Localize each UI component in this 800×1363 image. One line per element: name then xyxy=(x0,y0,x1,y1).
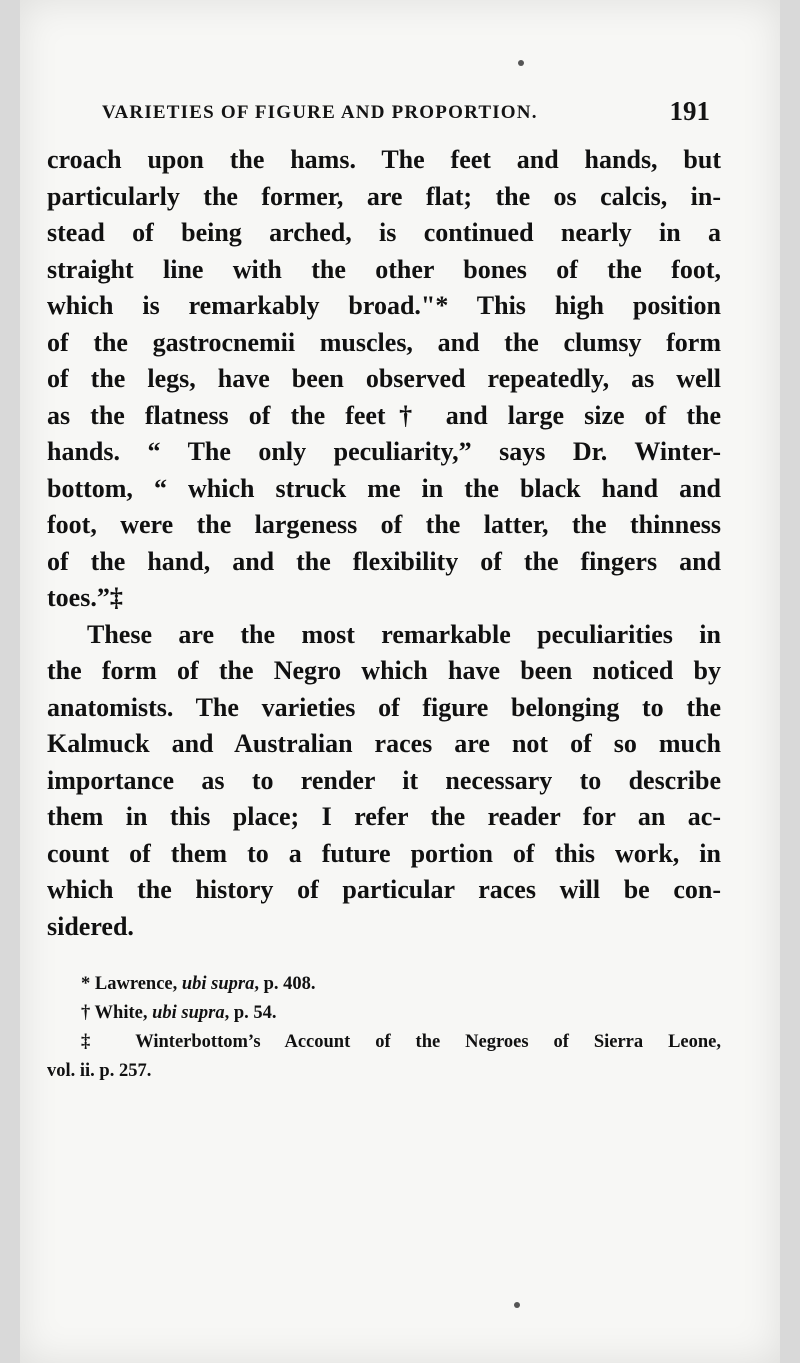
footnote xyxy=(47,970,721,999)
text-line: them in this place; I refer the reader for an ac- xyxy=(47,802,721,831)
footnote-text: vol. ii. p. 257. xyxy=(47,1061,152,1081)
text-line: which is remarkably broad."* This high position xyxy=(47,291,721,320)
text-line: stead of being arched, is continued nearly in a xyxy=(47,218,721,247)
text-line: anatomists. The varieties of figure belonging to the xyxy=(47,692,721,722)
book-page xyxy=(20,0,780,1363)
text-line: straight line with the other bones of the foot, xyxy=(47,254,721,284)
ink-speck xyxy=(514,1302,520,1308)
text-line: particularly the former, are flat; the os calcis, in- xyxy=(47,181,721,211)
footnote-italic: ubi supra xyxy=(152,1003,225,1023)
text-line: count of them to a future portion of this work, in xyxy=(47,838,721,868)
text-line: toes.”‡ xyxy=(47,583,123,612)
ink-speck xyxy=(518,60,524,66)
text-line: of the gastrocnemii muscles, and the clumsy form xyxy=(47,327,721,357)
text-line: the form of the Negro which have been noticed by xyxy=(47,656,721,685)
text-line: as the flatness of the feet† and large size of the xyxy=(47,400,721,430)
text-line: bottom, “ which struck me in the black hand and xyxy=(47,473,721,503)
footnote-italic: ubi supra xyxy=(181,974,255,994)
footnote-text: , p. 54. xyxy=(224,1003,277,1023)
text-line: importance as to render it necessary to describe xyxy=(47,765,721,795)
footnote xyxy=(47,999,721,1028)
text-line: sidered. xyxy=(47,911,134,941)
footnote-text: , p. 408. xyxy=(254,974,316,994)
footnote-mark: ‡ xyxy=(81,1032,136,1052)
text-line: which the history of particular races will be con- xyxy=(47,875,721,904)
text-line: These are the most remarkable peculiarities in xyxy=(87,619,721,649)
text-line: foot, were the largeness of the latter, the thinness xyxy=(47,510,721,539)
footnote-text: Lawrence, xyxy=(94,974,182,994)
text-line: of the legs, have been observed repeatedly, as well xyxy=(47,364,721,393)
text-line: croach upon the hams. The feet and hands, but xyxy=(47,145,721,174)
footnote xyxy=(47,1028,721,1057)
text-line: hands. “ The only peculiarity,” says Dr. Winter- xyxy=(47,437,721,466)
running-head xyxy=(102,96,710,128)
text-line: of the hand, and the flexibility of the fingers and xyxy=(47,546,721,576)
text-line: Kalmuck and Australian races are not of so much xyxy=(47,729,721,758)
page-number: 191 xyxy=(669,96,710,126)
footnotes xyxy=(47,970,721,1086)
footnote-text: White, xyxy=(94,1003,153,1023)
running-title: VARIETIES OF FIGURE AND PROPORTION. xyxy=(102,102,538,123)
footnote-mark: * xyxy=(81,974,95,994)
footnote-text: Winterbottom’s Account of the Negroes of Sierra Leone, xyxy=(135,1032,721,1052)
footnote-continuation xyxy=(47,1057,721,1086)
body-text xyxy=(47,142,721,945)
footnote-mark: † xyxy=(81,1003,95,1023)
